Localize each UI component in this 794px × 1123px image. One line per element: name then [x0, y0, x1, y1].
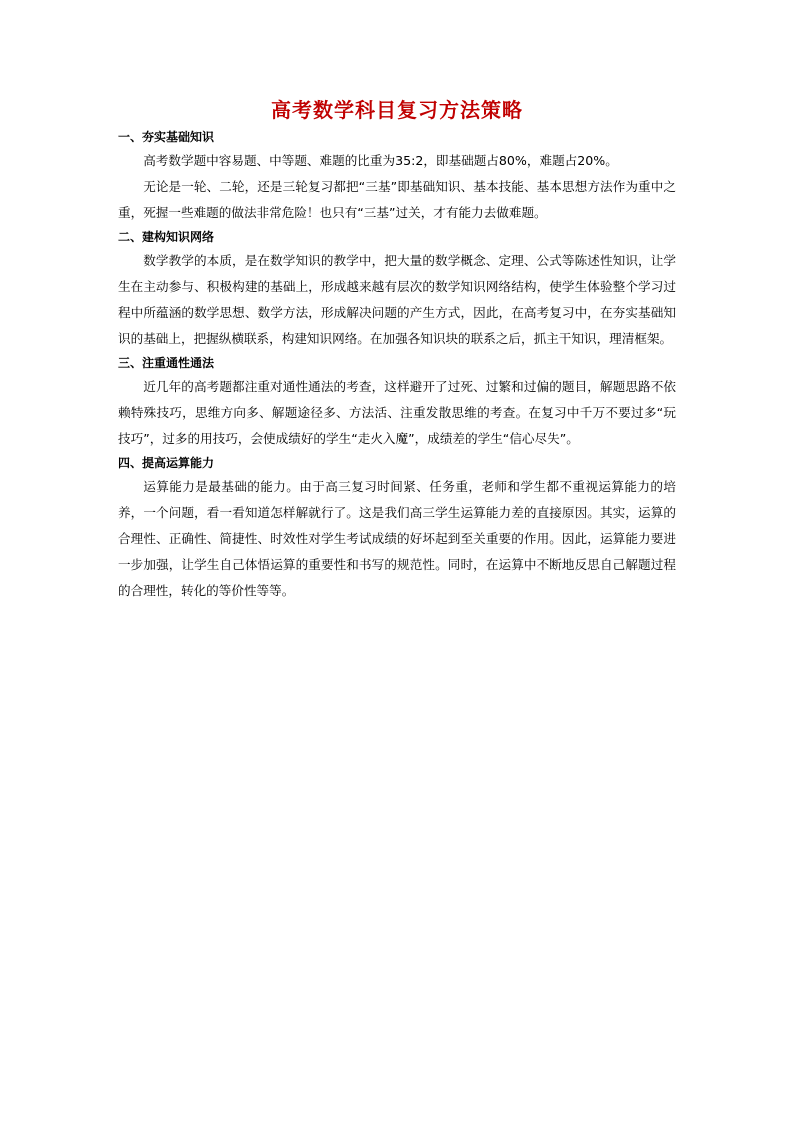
- document-page: [118, 96, 676, 604]
- section-heading: 三、注重通性通法: [118, 356, 215, 370]
- section-heading: 一、夯实基础知识: [118, 130, 215, 144]
- section-heading: 四、提高运算能力: [118, 456, 215, 470]
- document-title: 高考数学科目复习方法策略: [271, 98, 523, 122]
- section-computation-ability: [118, 452, 676, 604]
- paragraph: 数学教学的本质，是在数学知识的教学中，把大量的数学概念、定理、公式等陈述性知识，让学生在主动参与、积极构建的基础上，形成越来越有层次的数学知识网络结构，使学生体验整个学习过程中所蕴涵的数学思想、数学方法，形成解决问题的产生方式，因此，在高考复习中，在夯实基础知识的基础上，把握纵横联系，构建知识网络。在加强各知识块的联系之后，抓主干知识，理清框架。: [118, 253, 676, 346]
- paragraph: 近几年的高考题都注重对通性通法的考查，这样避开了过死、过繁和过偏的题目，解题思路不依赖特殊技巧，思维方向多、解题途径多、方法活、注重发散思维的考查。在复习中千万不要过多“玩技巧”，过多的用技巧，会使成绩好的学生“走火入魔”，成绩差的学生“信心尽失”。: [118, 379, 676, 446]
- paragraph: 高考数学题中容易题、中等题、难题的比重为35:2，即基础题占80%，难题占20%。: [143, 153, 618, 168]
- section-general-methods: [118, 352, 676, 452]
- paragraph: 无论是一轮、二轮，还是三轮复习都把“三基”即基础知识、基本技能、基本思想方法作为重中之重，死握一些难题的做法非常危险！也只有“三基”过关，才有能力去做难题。: [118, 179, 676, 220]
- section-knowledge-network: [118, 226, 676, 352]
- section-foundation: [118, 126, 676, 226]
- section-heading: 二、建构知识网络: [118, 230, 215, 244]
- paragraph: 运算能力是最基础的能力。由于高三复习时间紧、任务重，老师和学生都不重视运算能力的培养，一个问题，看一看知道怎样解就行了。这是我们高三学生运算能力差的直接原因。其实，运算的合理性、正确性、简捷性、时效性对学生考试成绩的好坏起到至关重要的作用。因此，运算能力要进一步加强，让学生自己体悟运算的重要性和书写的规范性。同时，在运算中不断地反思自己解题过程的合理性，转化的等价性等等。: [118, 479, 676, 598]
